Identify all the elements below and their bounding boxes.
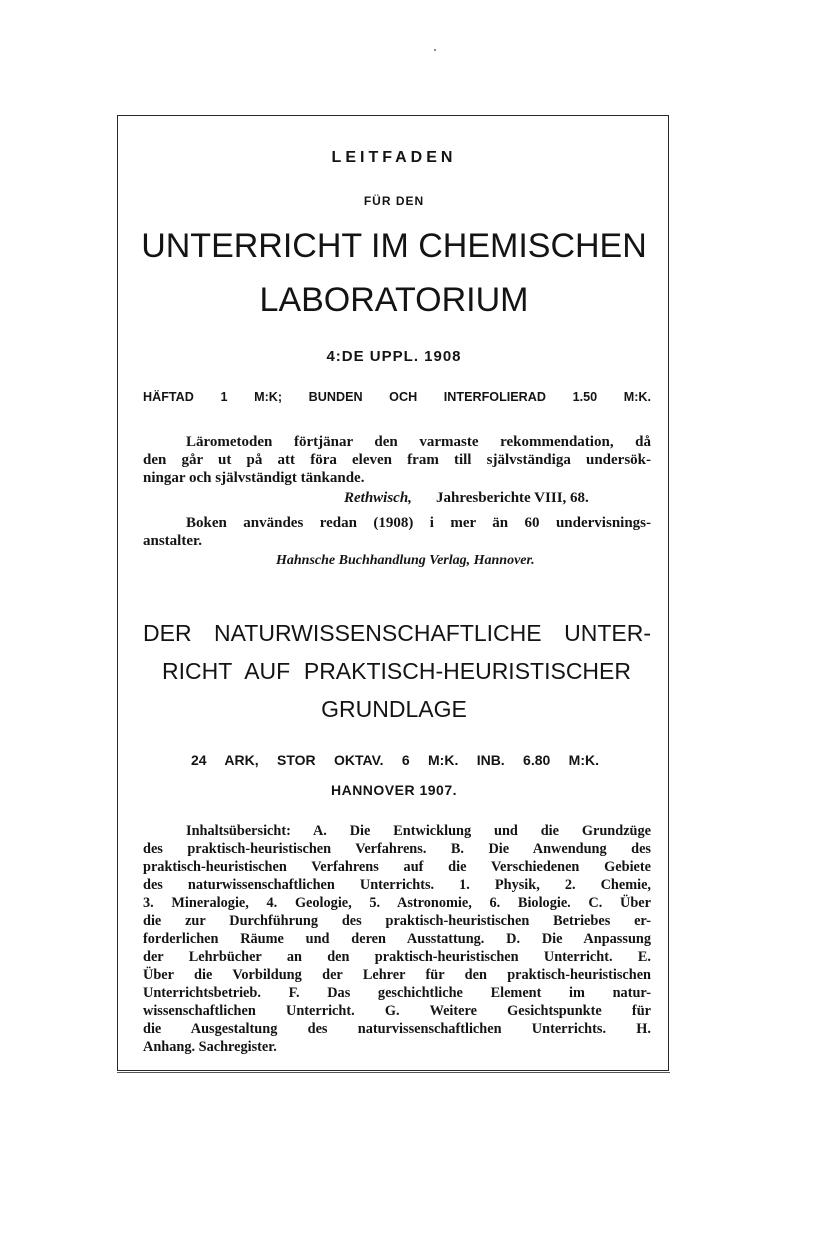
book1-title-line1: UNTERRICHT IM CHEMISCHEN: [141, 227, 647, 265]
book2-contents-line: der Lehrbücher an den praktisch-heuristischen Unterricht. E.: [143, 949, 651, 965]
book1-publisher: Hahnsche Buchhandlung Verlag, Hannover.: [276, 553, 535, 568]
book2-contents-line: Unterrichtsbetrieb. F. Das geschichtliche Element im natur-: [143, 985, 651, 1001]
book1-price: HÄFTAD 1 M:K; BUNDEN OCH INTERFOLIERAD 1.50 M:K.: [143, 390, 651, 404]
book1-edition: 4:DE UPPL. 1908: [326, 348, 462, 365]
book2-contents-line: Inhaltsübersicht: A. Die Entwicklung und die Grundzüge: [186, 823, 651, 839]
book1-review-line: Lärometoden förtjänar den varmaste rekommendation, då: [186, 434, 651, 450]
book1-usage-line: anstalter.: [143, 533, 203, 549]
book2-contents-line: wissenschaftlichen Unterricht. G. Weitere Gesichtspunkte für: [143, 1003, 651, 1019]
book2-contents-line: 3. Mineralogie, 4. Geologie, 5. Astronomie, 6. Biologie. C. Über: [143, 895, 651, 911]
book2-contents-line: Anhang. Sachregister.: [143, 1039, 277, 1055]
book2-contents-line: des praktisch-heuristischen Verfahrens. B. Die Anwendung des: [143, 841, 651, 857]
book2-title-line1: DER NATURWISSENSCHAFTLICHE UNTER-: [143, 620, 651, 646]
book1-review-author: Rethwisch,: [344, 490, 412, 506]
book2-place: HANNOVER 1907.: [330, 782, 458, 798]
book2-contents-line: praktisch-heuristischen Verfahrens auf die Verschiedenen Gebiete: [143, 859, 651, 875]
book1-title-small: LEITFADEN: [331, 149, 457, 166]
book1-review-line: ningar och självständigt tänkande.: [143, 470, 365, 486]
book2-contents-line: des naturwissenschaftlichen Unterrichts. 1. Physik, 2. Chemie,: [143, 877, 651, 893]
book2-price: 24 ARK, STOR OKTAV. 6 M:K. INB. 6.80 M:K.: [191, 752, 599, 768]
book2-title-line3: GRUNDLAGE: [321, 696, 467, 722]
book2-contents-line: die Ausgestaltung des naturvissenschaftlichen Unterrichts. H.: [143, 1021, 651, 1037]
book1-title-for: FÜR DEN: [363, 194, 425, 208]
book2-contents-line: Über die Vorbildung der Lehrer für den praktisch-heuristischen: [143, 967, 651, 983]
advertisement-frame: [117, 115, 669, 1071]
stray-mark: [434, 49, 436, 51]
book1-review-line: den går ut på att föra eleven fram till självständiga undersök-: [143, 452, 651, 468]
book2-contents-line: forderlichen Räume und deren Ausstattung. D. Die Anpassung: [143, 931, 651, 947]
book1-review-source: Jahresberichte VIII, 68.: [436, 490, 589, 506]
book1-usage-line: Boken användes redan (1908) i mer än 60 undervisnings-: [186, 515, 651, 531]
book1-title-line2: LABORATORIUM: [259, 281, 529, 319]
book2-title-line2: RICHT AUF PRAKTISCH-HEURISTISCHER: [162, 658, 631, 684]
book2-contents-line: die zur Durchführung des praktisch-heuristischen Betriebes er-: [143, 913, 651, 929]
